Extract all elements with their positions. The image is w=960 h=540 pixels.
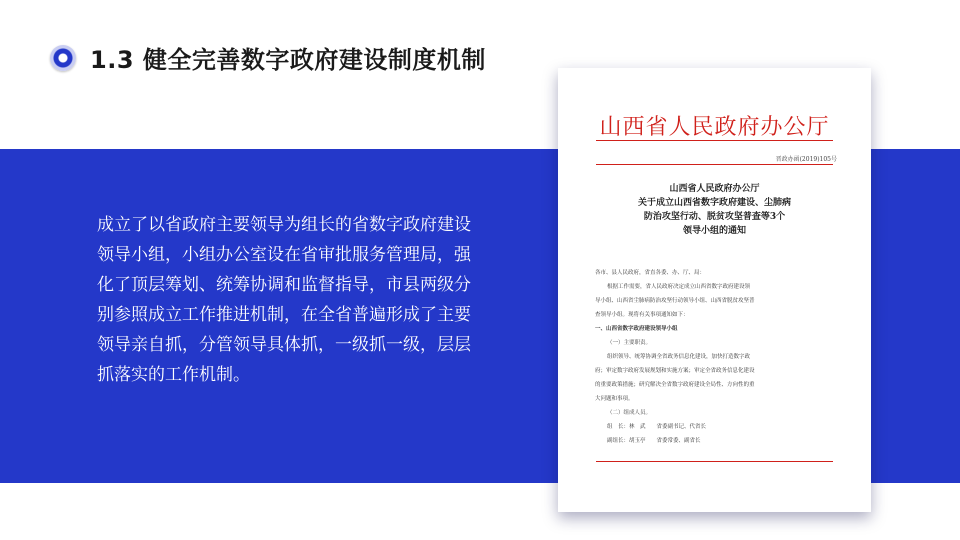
doc-body-line: 一、山西省数字政府建设领导小组 (595, 326, 678, 332)
letterhead-rule-bottom (596, 164, 833, 165)
doc-body-line: 导小组、山西省尘肺病防治攻坚行动领导小组、山西省脱贫攻坚普 (595, 298, 755, 304)
doc-body-line: 查领导小组。现将有关事项通知如下： (595, 312, 689, 318)
doc-body-line: 根据工作需要，省人民政府决定成立山西省数字政府建设领 (607, 284, 751, 290)
doc-number: 晋政办函(2019)105号 (775, 156, 837, 163)
doc-body-line: 各市、县人民政府，省直各委、办、厅、局： (595, 270, 706, 276)
doc-letterhead: 山西省人民政府办公厅 (599, 115, 830, 140)
doc-body-line: 组织领导、统筹协调全省政务信息化建设，加快打造数字政 (607, 354, 751, 360)
letterhead-rule-top (596, 140, 833, 141)
doc-body-line: 大问题和事项。 (595, 396, 634, 402)
doc-title-line: 山西省人民政府办公厅 (669, 184, 760, 194)
doc-footer-rule (596, 461, 833, 462)
header (50, 40, 486, 75)
doc-title-line: 防治攻坚行动、脱贫攻坚普查等3个 (643, 212, 786, 222)
circle-bullet-icon (50, 45, 76, 71)
doc-body (595, 266, 835, 448)
doc-body-line: 副组长：胡玉亭 省委常委、副省长 (607, 438, 701, 444)
doc-body-line: 组 长：林 武 省委副书记、代省长 (607, 424, 707, 430)
doc-body-line: （二）组成人员。 (607, 410, 652, 416)
doc-title (558, 182, 871, 238)
doc-body-line: 的重要政策措施；研究解决全省数字政府建设全局性、方向性的重 (595, 382, 755, 388)
doc-body-line: （一）主要职责。 (607, 340, 652, 346)
body-paragraph: 成立了以省政府主要领导为组长的省数字政府建设领导小组，小组办公室设在省审批服务管理局，强化了顶层筹划、统筹协调和监督指导，市县两级分别参照成立工作推进机制，在全省普遍形成了主要领导亲自抓，分管领导具体抓，一级抓一级，层层抓落实的工作机制。 (97, 215, 471, 385)
doc-title-line: 领导小组的通知 (682, 226, 746, 236)
doc-body-line: 府；审定数字政府发展规划和实施方案；审定全省政务信息化建设 (595, 368, 755, 374)
page-title: 1.3 健全完善数字政府建设制度机制 (90, 46, 486, 74)
doc-title-line: 关于成立山西省数字政府建设、尘肺病 (637, 198, 791, 208)
document-image (558, 68, 871, 512)
